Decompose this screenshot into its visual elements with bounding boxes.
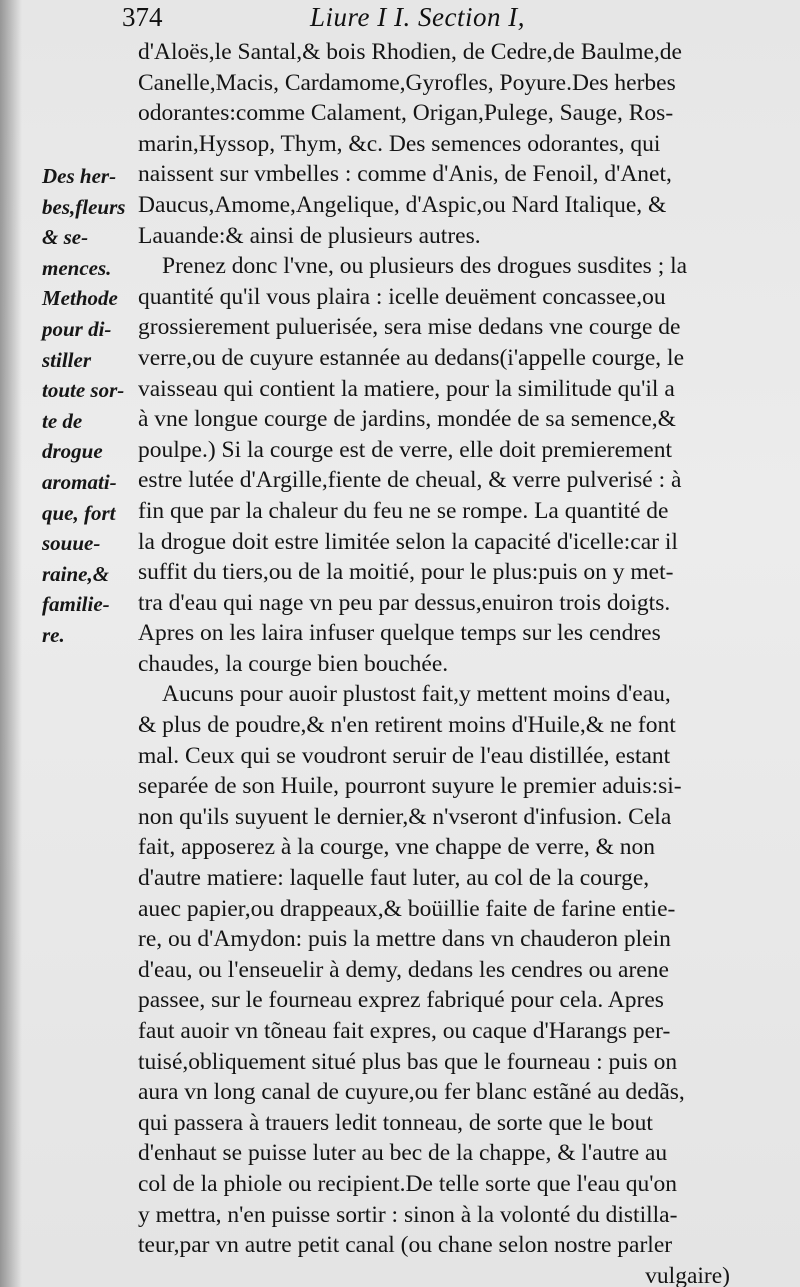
margin-note-line: bes,fleurs [42,194,126,219]
text-line: la drogue doit estre limitée selon la capacité d'icelle:car il [138,528,678,555]
text-line: d'enhaut se puisse luter au bec de la chappe, & l'autre au [138,1140,668,1167]
text-line: y mettra, n'en puisse sortir : sinon à la volonté du distilla- [138,1201,678,1228]
body-text [138,37,778,1287]
text-line: Apres on les laira infuser quelque temps sur les cendres [138,620,661,647]
margin-note-line: que, fort [42,500,116,525]
margin-note [42,161,142,651]
margin-note-line: & se- [42,225,89,250]
text-line: fin que par la chaleur du feu ne se rompe. La quantité de [138,497,669,524]
text-line: faut auoir vn tõneau fait expres, ou caque d'Harangs per- [138,1018,671,1044]
text-line: marin,Hyssop, Thym, &c. Des semences odorantes, qui [138,130,661,157]
text-line: d'eau, ou l'enseuelir à demy, dedans les cendres ou arene [138,956,669,983]
margin-note-line: mences. [42,255,112,280]
text-line: d'autre matiere: laquelle faut luter, au col de la courge, [138,865,650,892]
text-line: col de la phiole ou recipient.De telle sorte que l'eau qu'on [138,1170,677,1197]
text-line: vaisseau qui contient la matiere, pour la similitude qu'il a [138,375,675,402]
text-line: poulpe.) Si la courge est de verre, elle doit premierement [138,436,672,463]
margin-note-line: Methode [42,286,118,311]
text-line: Daucus,Amome,Angelique, d'Aspic,ou Nard Italique, & [138,191,667,218]
margin-note-line: souue- [42,531,101,556]
text-line: passee, sur le fourneau exprez fabriqué pour cela. Apres [138,987,664,1014]
text-line: d'Aloës,le Santal,& bois Rhodien, de Cedre,de Baulme,de [138,39,682,65]
margin-note-line: pour di- [42,316,112,341]
text-line: chaudes, la courge bien bouchée. [138,650,449,677]
text-line: Lauande:& ainsi de plusieurs autres. [138,222,481,249]
text-line: Canelle,Macis, Cardamome,Gyrofles, Poyure.Des herbes [138,69,676,96]
text-line: estre lutée d'Argille,fiente de cheual, & verre pulverisé : à [138,467,682,494]
margin-note-line: aromati- [42,469,117,494]
margin-note-line: drogue [42,439,103,464]
margin-note-line: stiller [42,347,92,372]
text-line: tuisé,obliquement situé plus bas que le fourneau : puis on [138,1048,678,1075]
margin-note-line: re. [42,622,65,647]
running-head: Liure I I. Section I, [310,2,525,32]
text-line: quantité qu'il vous plaira : icelle deuëment concassee,ou [138,283,666,310]
text-line: verre,ou de cuyure estannée au dedans(i'appelle courge, le [138,344,684,371]
text-line: à vne longue courge de jardins, mondée de sa semence,& [138,406,676,433]
text-line: aura vn long canal de cuyure,ou fer blanc estãné au dedãs, [138,1079,685,1106]
text-line: naissent sur vmbelles : comme d'Anis, de Fenoil, d'Anet, [138,161,672,188]
text-line: non qu'ils suyuent le dernier,& n'vseront d'infusion. Cela [138,803,672,830]
text-line: odorantes:comme Calament, Origan,Pulege, Sauge, Ros- [138,100,674,127]
text-line: & plus de poudre,& n'en retirent moins d'Huile,& ne font [138,712,676,739]
text-line: auec papier,ou drappeaux,& boüillie faite de farine entie- [138,895,676,922]
text-line: grossierement puluerisée, sera mise dedans vne courge de [138,314,681,341]
text-line: qui passera à trauers ledit tonneau, de sorte que le bout [138,1109,653,1136]
margin-note-line: te de [42,408,83,433]
binding-shadow [0,0,22,1287]
text-line: tra d'eau qui nage vn peu par dessus,enuiron trois doigts. [138,589,671,616]
margin-note-line: familie- [42,592,110,617]
page-header [120,2,780,36]
margin-note-line: raine,& [42,561,110,586]
text-line: fait, apposerez à la courge, vne chappe de verre, & non [138,834,655,861]
text-line: re, ou d'Amydon: puis la mettre dans vn chauderon plein [138,926,671,953]
margin-note-line: Des her- [42,164,117,188]
text-line: separée de son Huile, pourront suyure le premier aduis:si- [138,773,682,800]
text-line: teur,par vn autre petit canal (ou chane selon nostre parler [138,1232,673,1259]
text-line: vulgaire) [645,1262,730,1287]
text-line: Aucuns pour auoir plustost fait,y mettent moins d'eau, [162,681,671,708]
text-line: mal. Ceux qui se voudront seruir de l'eau distillée, estant [138,742,671,769]
margin-note-line: toute sor- [42,378,125,403]
text-line: suffit du tiers,ou de la moitié, pour le plus:puis on y met- [138,559,674,586]
page-number: 374 [122,2,163,32]
text-line: Prenez donc l'vne, ou plusieurs des drogues susdites ; la [162,253,688,280]
